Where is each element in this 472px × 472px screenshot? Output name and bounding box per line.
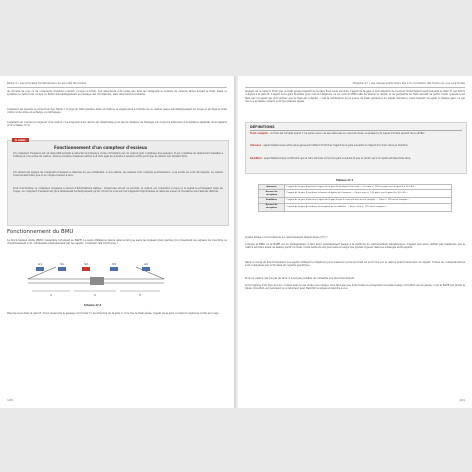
left-paragraph-2: Comment est assurée la protection des trains ? Lorsqu'un train pénètre dans un canton, le signal situé à l'entrée de ce canton passe automatiquement au rouge et protège le train contre toute prise en écharpe ou rattrapage. [7, 108, 227, 115]
left-page [0, 76, 234, 408]
note-box-title: Fonctionnement d'un compteur d'essieux [54, 145, 148, 150]
table-row [259, 203, 452, 211]
canton-number-3: 3 [139, 293, 141, 297]
right-closing-paragraph-4: Pour un canton qui n'a pas de feux, il n'est pas possible de connaître son état directement. [245, 277, 356, 280]
table-row-text: L'agent de la gare B confirme la bonne réception de l'annonce : « Reçu, train n° 125 parti vers la gare B à 10 h 40. » [285, 190, 452, 198]
table-row-key: Annonce [259, 185, 285, 190]
table-row-text: L'agent de la gare A confirme la réception de la reddition : « Reçu, train n° 125 arrivé complet. » [285, 203, 452, 211]
right-closing-paragraph-2: Lorsque le BMU ou le BAPR est en dérangement, il faut alors généralement passer à la méthode du cantonnement téléphonique. L'agent doit alors vérifier par téléphone que le canton est libre avant de laisser partir un train. Cette méthode est plus lente et exige une grande rigueur dans les échanges entre agents. [245, 243, 465, 250]
label-s2: S2 [84, 262, 88, 266]
definition-item-3: Redditon : appel téléphonique confirmant que le train est bien arrivé à la gare suivante et que le canton qu'il occupait est désormais libre. [250, 157, 411, 160]
right-page [238, 76, 472, 408]
table-row-text: L'agent de la gare B prévient l'agent de la gare A que le train est bien arrivé complet : « Train n° 125 arrivé complet. » [285, 198, 452, 203]
definitions-title: DÉFINITIONS [250, 125, 275, 129]
left-paragraph-1: de circuits de voie ou de compteurs d'essieux (canton occupé ou libre). Les détecteurs sont reliés aux feux qui indiquent le nombre de cantons libres devant le train. Dans ce système, le canton est occupé ou libéré automatiquement au passage des circulations, sans intervention humaine. [7, 90, 227, 97]
definitions-box [245, 122, 467, 174]
table-row-key: Reddition [259, 198, 285, 203]
note-paragraph-1: Un compteur d'essieux est un dispositif servant à détecter la présence d'une circulation sur un canton (par comptage des essieux). Il est constitué de détecteurs installés à l'entrée et à la sortie du canton. Ainsi le nombre d'essieux entrés doit être égal au nombre d'essieux sortis pour que le canton soit déclaré libre. [13, 152, 223, 159]
signal-a2-head [142, 267, 150, 271]
figure-caption: Schéma 17.4 [84, 304, 102, 307]
section-title: Fonctionnement du BMU [7, 229, 74, 235]
note-paragraph-3: Pour fonctionner, le compteur d'essieux a besoin d'informations fiables : lorsqu'une erreur se produit, le canton est considéré occupé et le signal le protégeant reste au rouge. Le compteur d'essieux est plus intéressant techniquement qu'un circuit de voie sur les longueurs importantes et dans les zones où l'isolation des rails est difficile. [13, 187, 223, 194]
label-a2: A2 [144, 262, 148, 266]
table-row-key: Accusé de réception [259, 203, 285, 211]
signal-s3-head [110, 267, 118, 271]
table-row [259, 190, 452, 198]
right-header-rule [245, 87, 465, 88]
right-page-header: Chapitre 17 • Les risques particuliers liés à la circulation des trains sur une voie ferrée [352, 82, 465, 85]
schema-figure [26, 259, 166, 301]
left-page-header: Partie 4 • Les principes fondamentaux de sécurité ferroviaire [7, 82, 87, 85]
table-caption: Tableau 17.1 [336, 179, 354, 182]
signal-s2-head [82, 267, 90, 271]
canton-number-1: 1 [50, 293, 52, 297]
left-paragraph-3: Comment est connue la longueur d'un canton ? La longueur d'un canton est déterminée pour que la distance de freinage soit toujours inférieure à la distance séparant deux signaux (voir schéma 17.3). [7, 121, 227, 128]
right-paragraph-1: engagé sur le canton. Pour que ce train puisse repartir de la gare B en toute sécurité, l'agent de la gare A doit attendre de recevoir l'information selon laquelle le train T1 est arrivé complet à la gare B. L'agent de la gare B utilise pour cela le téléphone ou un outil du BMU afin de libérer le canton et de permettre au train suivant de partir. Cette opération est faite par un agent qui doit vérifier que le train est complet : c'est la vérification de la queue du train (présence du signal d'arrière). Cela requiert un agent à chaque gare, ce qui rend ce système coûteux pour les grandes lignes. [245, 90, 465, 104]
signal-a1-head [36, 267, 44, 271]
signal-s1-head [58, 267, 66, 271]
note-paragraph-2: Un canton est équipé de compteurs d'essieux à chacune de ses extrémités. À son entrée, les essieux sont comptés positivement ; à sa sortie, ils sont décomptés. Le canton n'est déclaré libre que si le compte revient à zéro. [13, 171, 223, 178]
definition-item-1: Train complet : un train est complet quand il n'a perdu aucun de ses véhicules en cours de route. La présence du signal d'arrière permet de le vérifier. [250, 132, 426, 135]
canton-number-2: 2 [94, 293, 96, 297]
label-s1: S1 [60, 262, 64, 266]
train-t1 [90, 277, 104, 285]
table-row-key: Accusé de réception [259, 190, 285, 198]
right-closing-paragraph-3: Dans ce mode de fonctionnement, les agents utilisent le téléphone pour s'assurer qu'aucun train ne se trouve sur le canton avant d'autoriser un départ. Toutes les communications sont consignées par écrit dans un registre spécifique. [245, 261, 465, 268]
table-row-text: L'agent de la gare A prévient l'agent de la gare B du départ d'un train : « Le train n° 125 est parti vers la gare B à 10 h 40. » [285, 185, 452, 190]
label-s3: S3 [112, 262, 116, 266]
definition-item-2: Annonce : appel téléphonique entre deux gares permettant d'informer l'agent de la gare suivante du départ d'un train dans sa direction. [250, 144, 409, 147]
right-closing-paragraph-5: Qu'il s'agisse d'un type de bloc comme dans le cas d'une voie unique, il ne faut pas que deux trains se présentent en même temps. Si la BAL est en panne, c'est le BAPR qui prend le relais. Si la BAL est permissif, le conducteur peut franchir le signal en marche à vue. [245, 284, 465, 291]
left-page-number: 120 [7, 398, 13, 402]
section-paragraph-1: Le block manuel unifié (BMU) ressemble fortement au BAPR. La seule différence réside dans le fait que seuls les signaux (feux gardés) qui présentent les signaux de voie libre ou d'avertissement sont commandés manuellement par les agents. Comment cela fonctionne ? [7, 239, 227, 246]
exchange-table [258, 184, 452, 212]
left-closing-paragraph: Plaçons-nous dans la gare B. Nous observons le passage d'un train T1 en direction de la gare C. Une fois le train passé, l'agent de la gare A remet le signal de sortie au rouge. [7, 312, 220, 315]
note-box [7, 140, 229, 226]
definitions-rule [250, 130, 462, 131]
right-page-number: 121 [459, 398, 465, 402]
left-header-rule [7, 87, 227, 88]
label-a1: A1 [38, 262, 42, 266]
note-tag: À noter [12, 138, 29, 142]
right-closing-paragraph-1: Quand utilise-t-on la méthode du cantonnement téléphonique (CT) ? [245, 236, 328, 239]
